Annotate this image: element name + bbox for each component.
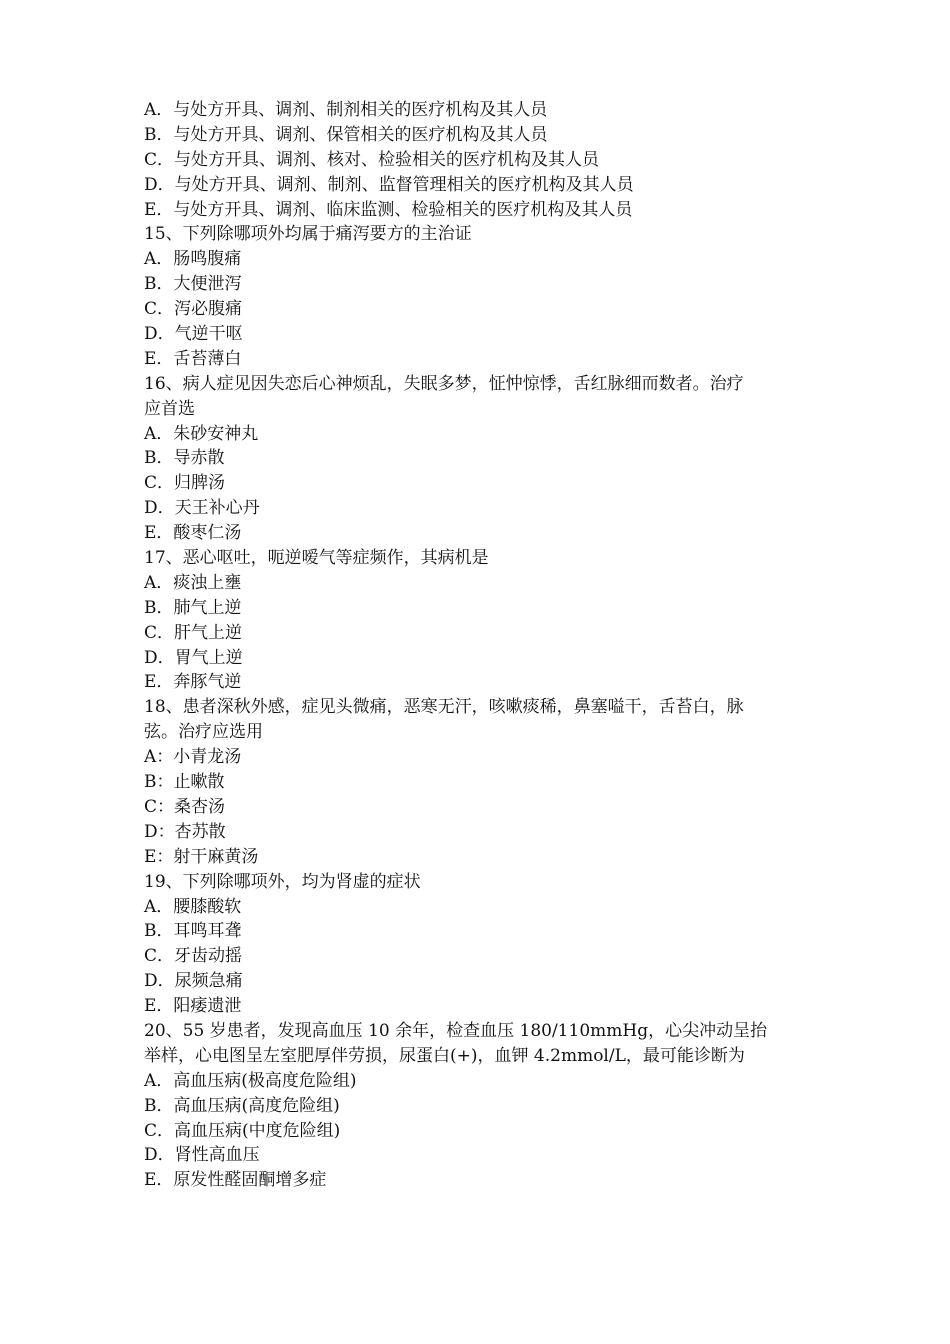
document-body (144, 98, 824, 1193)
option-line: E．奔豚气逆 (144, 672, 242, 693)
option-line: B．肺气上逆 (144, 597, 242, 618)
question-16-continued: 应首选 (144, 398, 195, 419)
question-18-continued: 弦。治疗应选用 (144, 722, 263, 743)
option-line: E．舌苔薄白 (144, 348, 242, 369)
option-line: E．原发性醛固酮增多症 (144, 1170, 327, 1191)
question-20: 20、55 岁患者，发现高血压 10 余年，检查血压 180/110mmHg，心尖冲动呈抬 (144, 1020, 768, 1041)
option-line: D：杏苏散 (144, 821, 226, 842)
option-line: D．尿频急痛 (144, 971, 243, 992)
option-line: C．泻必腹痛 (144, 299, 243, 320)
option-line: B．与处方开具、调剂、保管相关的医疗机构及其人员 (144, 124, 548, 145)
option-line: C．高血压病(中度危险组) (144, 1120, 341, 1141)
option-line: C．牙齿动摇 (144, 946, 243, 967)
option-line: E．阳痿遗泄 (144, 996, 242, 1017)
option-line: B．导赤散 (144, 448, 225, 469)
option-line: D．胃气上逆 (144, 647, 243, 668)
option-line: A：小青龙汤 (144, 747, 242, 768)
option-line: C：桑杏汤 (144, 796, 226, 817)
option-line: A．高血压病(极高度危险组) (144, 1070, 357, 1091)
option-line: D．肾性高血压 (144, 1145, 260, 1166)
option-line: A．肠鸣腹痛 (144, 249, 242, 270)
option-line: C．与处方开具、调剂、核对、检验相关的医疗机构及其人员 (144, 149, 600, 170)
option-line: A．腰膝酸软 (144, 896, 242, 917)
option-line: D．气逆干呕 (144, 324, 243, 345)
option-line: D．与处方开具、调剂、制剂、监督管理相关的医疗机构及其人员 (144, 174, 634, 195)
question-18: 18、患者深秋外感，症见头微痛，恶寒无汗，咳嗽痰稀，鼻塞嗌干，舌苔白，脉 (144, 697, 744, 718)
option-line: E：射干麻黄汤 (144, 846, 259, 867)
option-line: B．大便泄泻 (144, 274, 242, 295)
option-line: A．与处方开具、调剂、制剂相关的医疗机构及其人员 (144, 100, 548, 120)
question-17: 17、恶心呕吐，呃逆嗳气等症频作，其病机是 (144, 548, 489, 569)
option-line: D．天王补心丹 (144, 498, 260, 519)
question-16: 16、病人症见因失恋后心神烦乱，失眠多梦，怔忡惊悸，舌红脉细而数者。治疗 (144, 373, 744, 394)
option-line: A．痰浊上壅 (144, 572, 242, 593)
question-15: 15、下列除哪项外均属于痛泻要方的主治证 (144, 224, 472, 245)
option-line: B．高血压病(高度危险组) (144, 1095, 340, 1116)
option-line: C．归脾汤 (144, 473, 226, 494)
option-line: B：止嗽散 (144, 772, 225, 793)
option-line: B．耳鸣耳聋 (144, 921, 242, 942)
option-line: A．朱砂安神丸 (144, 423, 259, 444)
question-19: 19、下列除哪项外，均为肾虚的症状 (144, 871, 421, 892)
option-line: E．酸枣仁汤 (144, 523, 242, 544)
option-line: E．与处方开具、调剂、临床监测、检验相关的医疗机构及其人员 (144, 199, 633, 220)
question-20-continued: 举样，心电图呈左室肥厚伴劳损，尿蛋白(+)，血钾 4.2mmol/L，最可能诊断为 (144, 1045, 745, 1066)
option-line: C．肝气上逆 (144, 622, 243, 643)
